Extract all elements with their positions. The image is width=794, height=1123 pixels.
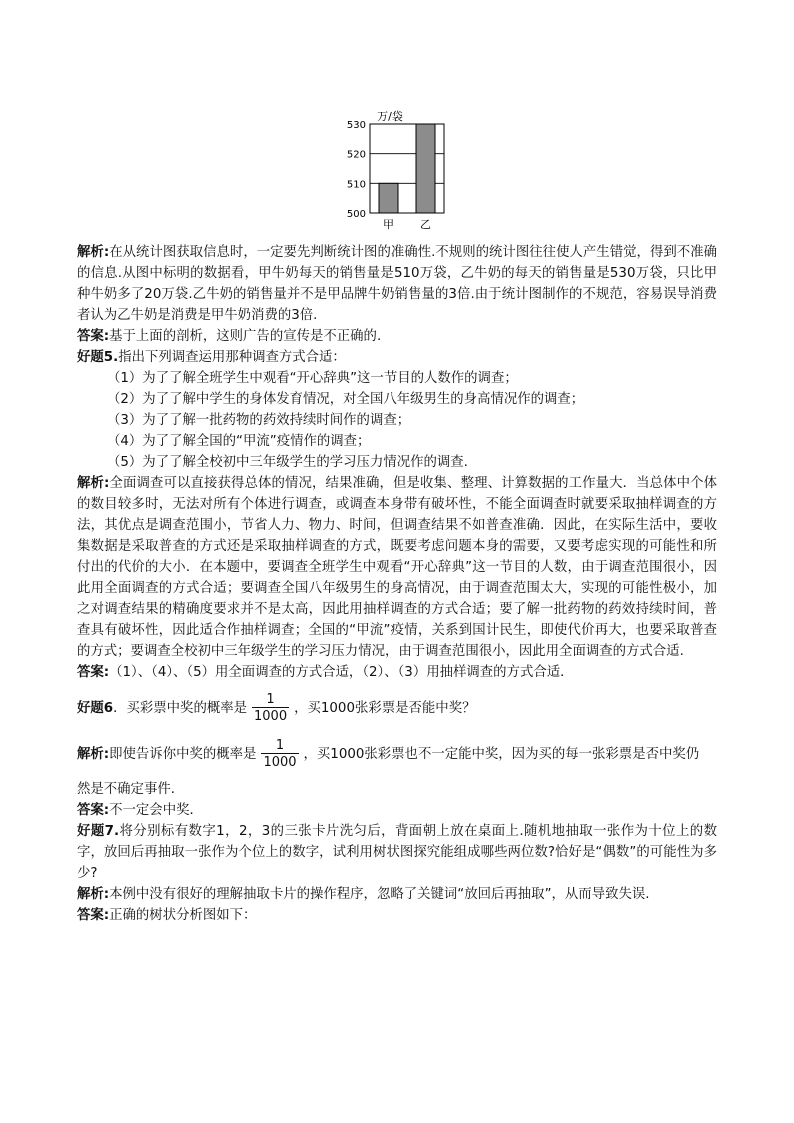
question-label: 好题7.	[77, 824, 120, 839]
fraction-denominator: 1000	[254, 709, 288, 724]
analysis-text-pre: 即使告诉你中奖的概率是	[109, 746, 257, 762]
question-5-item: （2）为了了解中学生的身体发育情况，对全国八年级男生的身高情况作的调查；	[107, 392, 585, 407]
question-5-item: （3）为了了解一批药物的药效持续时间作的调查；	[107, 413, 411, 428]
analysis-text: 在从统计图获取信息时，一定要先判断统计图的准确性.不规则的统计图往往使人产生错觉，得到不准确的信息.从图中标明的数据看，甲牛奶每天的销售量是510万袋，乙牛奶的每天的销售量是530万袋，只比甲种牛奶多了20万袋.乙牛奶的销售量并不是甲品牌牛奶销售量的3倍.由于统计图制作的不规范，容易误导消费者认为乙牛奶是消费是甲牛奶消费的3倍.	[77, 245, 717, 323]
analysis-label: 解析:	[77, 245, 110, 260]
analysis-label: 解析:	[77, 476, 110, 491]
analysis-label: 解析:	[77, 887, 110, 902]
chart-bars	[379, 124, 435, 213]
question-text-post: ，买1000张彩票是否能中奖？	[294, 700, 476, 716]
y-axis-label: 万/袋	[377, 110, 403, 123]
fraction	[261, 738, 298, 770]
bar-chart	[334, 110, 454, 238]
analysis-block-7	[77, 884, 717, 905]
x-tick-label: 甲	[383, 218, 394, 231]
analysis-continuation: 然是不确定事件．	[77, 782, 185, 797]
question-text: 指出下列调查运用那种调查方式合适：	[118, 350, 346, 365]
answer-text: 基于上面的剖析，这则广告的宣传是不正确的.	[109, 329, 382, 344]
analysis-block-1	[77, 242, 717, 326]
y-tick-label: 510	[346, 179, 366, 191]
answer-label: 答案:	[77, 803, 110, 818]
fraction-numerator: 1	[266, 692, 275, 707]
bar	[416, 124, 435, 213]
answer-block-1	[77, 326, 717, 347]
question-text: 将分别标有数字1，2，3的三张卡片洗匀后，背面朝上放在桌面上.随机地抽取一张作为十位上的数字，放回后再抽取一张作为个位上的数字，试利用树状图探究能组成哪些两位数?恰好是“偶数”的可能性为多少?	[77, 824, 718, 881]
question-label: 好题5.	[77, 350, 119, 365]
question-5	[77, 347, 717, 368]
bar	[379, 183, 398, 213]
answer-label: 答案:	[77, 665, 110, 680]
question-7	[77, 821, 717, 884]
analysis-label: 解析:	[77, 746, 110, 762]
question-text-pre: ．买彩票中奖的概率是	[113, 700, 248, 716]
question-5-item: （5）为了了解全校初中三年级学生的学习压力情况作的调查.	[107, 455, 468, 470]
analysis-block-5	[77, 473, 717, 662]
y-tick-label: 500	[346, 209, 366, 220]
fraction-numerator: 1	[275, 738, 285, 753]
analysis-text-post: ，买1000张彩票也不一定能中奖，因为买的每一张彩票是否中奖仍	[303, 746, 700, 762]
answer-text: 不一定会中奖．	[109, 803, 203, 818]
fraction-denominator: 1000	[263, 755, 297, 770]
chart-x-labels	[383, 218, 431, 231]
answer-label: 答案:	[77, 329, 110, 344]
question-5-item: （1）为了了解全班学生中观看“开心辞典”这一节目的人数作的调查；	[107, 371, 518, 386]
analysis-text: 本例中没有很好的理解抽取卡片的操作程序，忽略了关键词“放回后再抽取”，从而导致失误.	[109, 887, 650, 902]
document-body	[77, 242, 717, 926]
x-tick-label: 乙	[420, 218, 431, 231]
analysis-text: 全面调查可以直接获得总体的情况，结果准确，但是收集、整理、计算数据的工作量大．当总体中个体的数目较多时，无法对所有个体进行调查，或调查本身带有破坏性，不能全面调查时就要采取抽样调查的方法，其优点是调查范围小，节省人力、物力、时间，但调查结果不如普查准确．因此，在实际生活中，要收集数据是采取普查的方式还是采取抽样调查的方式，既要考虑问题本身的需要，又要考虑实现的可能性和所付出的代价的大小．在本题中，要调查全班学生中观看“开心辞典”这一节目的人数，由于调查范围很小，因此用全面调查的方式合适；要调查全国八年级男生的身高情况，由于调查范围太大，实现的可能性极小，加之对调查结果的精确度要求并不是太高，因此用抽样调查的方式合适；要了解一批药物的药效持续时间，普查具有破坏性，因此适合作抽样调查；全国的“甲流”疫情，关系到国计民生，即使代价再大，也要采取普查的方式；要调查全校初中三年级学生的学习压力情况，由于调查范围很小，因此用全面调查的方式合适.	[77, 476, 718, 659]
question-label: 好题6	[77, 700, 114, 716]
answer-text: （1）、（4）、（5）用全面调查的方式合适，（2）、（3）用抽样调查的方式合适．	[109, 665, 574, 680]
y-tick-label: 520	[346, 149, 366, 161]
fraction	[252, 692, 289, 724]
answer-label: 答案:	[77, 908, 110, 923]
analysis-block-6	[77, 733, 717, 775]
question-5-item: （4）为了了解全国的“甲流”疫情作的调查；	[107, 434, 371, 449]
answer-text: 正确的树状分析图如下：	[109, 908, 257, 923]
question-6	[77, 687, 717, 729]
answer-block-5	[77, 662, 717, 683]
answer-block-7	[77, 905, 717, 926]
y-tick-label: 530	[346, 120, 366, 131]
answer-block-6	[77, 800, 717, 821]
